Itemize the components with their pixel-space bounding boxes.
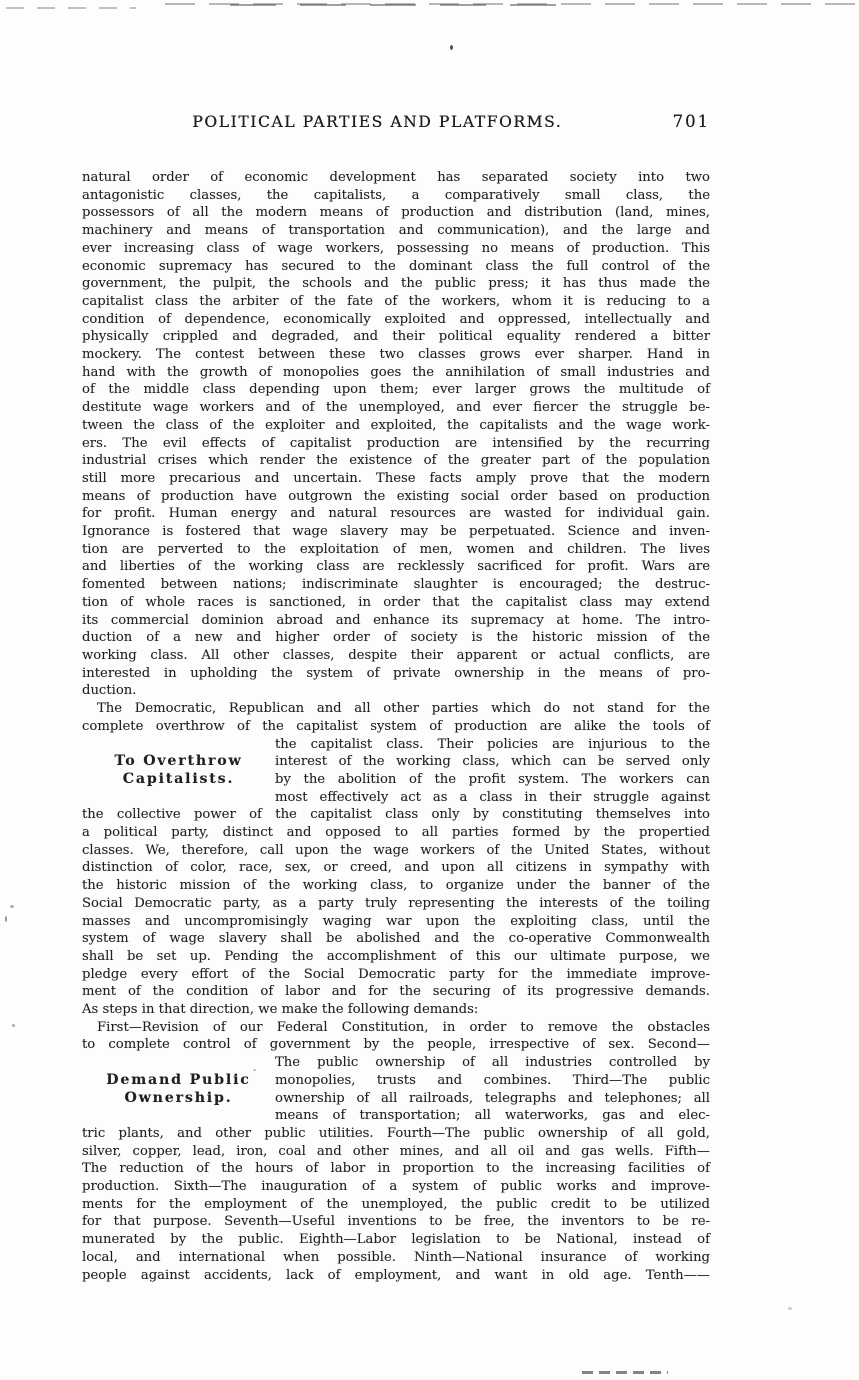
text-line: distinction of color, race, sex, or creed, and upon all citizens in sympathy with <box>82 860 710 876</box>
text-line: ers. The evil effects of capitalist production are intensified by the recurring <box>82 435 710 451</box>
text-line: The reduction of the hours of labor in proportion to the increasing facilities of <box>82 1161 710 1177</box>
text-line: the collective power of the capitalist class only by constituting themselves into <box>82 807 710 823</box>
cutin-section-overthrow <box>82 736 710 807</box>
text-line: pledge every effort of the Social Democratic party for the immediate improve- <box>82 966 710 982</box>
text-line: classes. We, therefore, call upon the wage workers of the United States, without <box>82 842 710 858</box>
text-line: means of transportation; all waterworks, gas and elec- <box>275 1108 710 1124</box>
cutin-heading-demand-public-ownership <box>82 1054 275 1125</box>
text-line: condition of dependence, economically exploited and oppressed, intellectually and <box>82 311 710 327</box>
paragraph-demands-start <box>82 1019 710 1054</box>
text-line: interested in upholding the system of private ownership in the means of pro- <box>82 665 710 681</box>
cutin-heading-line: To Overthrow <box>114 753 243 770</box>
cutin-section-demands <box>82 1054 710 1125</box>
text-line: people against accidents, lack of employment, and want in old age. Tenth—— <box>82 1267 710 1283</box>
paragraph-overthrow-wrapped <box>275 736 710 807</box>
paragraph-continuation <box>82 169 710 700</box>
text-line: machinery and means of transportation and communication), and the large and <box>82 223 710 239</box>
text-line: local, and international when possible. Ninth—National insurance of working <box>82 1249 710 1265</box>
text-line: natural order of economic development has separated society into two <box>82 170 710 185</box>
text-line: economic supremacy has secured to the dominant class the full control of the <box>82 258 710 274</box>
scan-artifact-bottom-dashes <box>582 1371 668 1374</box>
paragraph-overthrow-end <box>82 806 710 1018</box>
text-line: hand with the growth of monopolies goes the annihilation of small industries and <box>82 364 710 380</box>
text-line: government, the pulpit, the schools and the public press; it has thus made the <box>82 276 710 292</box>
text-line: First—Revision of our Federal Constitution, in order to remove the obstacles <box>97 1019 710 1035</box>
text-line: to complete control of government by the people, irrespective of sex. Second— <box>82 1037 710 1053</box>
text-line: possessors of all the modern means of production and distribution (land, mines, <box>82 205 710 221</box>
text-line: duction of a new and higher order of society is the historic mission of the <box>82 630 710 646</box>
body-text-column <box>82 169 710 1284</box>
page-number: 701 <box>672 112 710 131</box>
text-line: destitute wage workers and of the unemployed, and ever fiercer the struggle be- <box>82 400 710 416</box>
text-line: ever increasing class of wage workers, possessing no means of production. This <box>82 240 710 256</box>
page-title: POLITICAL PARTIES AND PLATFORMS. <box>192 113 563 131</box>
scan-artifact-ink-speck <box>5 916 7 922</box>
text-line: a political party, distinct and opposed to all parties formed by the propertied <box>82 825 710 841</box>
text-line: The public ownership of all industries controlled by <box>275 1055 710 1071</box>
text-line: tion of whole races is sanctioned, in order that the capitalist class may extend <box>82 594 710 610</box>
text-line: of the middle class depending upon them; ever larger grows the multitude of <box>82 382 710 398</box>
scan-artifact-ink-speck <box>12 1024 15 1027</box>
scan-artifact-ink-speck <box>10 905 14 908</box>
cutin-heading-line: Demand Public <box>106 1071 251 1088</box>
text-line: antagonistic classes, the capitalists, a comparatively small class, the <box>82 187 710 203</box>
text-line: masses and uncompromisingly waging war upon the exploiting class, until the <box>82 913 710 929</box>
text-line: system of wage slavery shall be abolished and the co-operative Commonwealth <box>82 931 710 947</box>
text-line: complete overthrow of the capitalist system of production are alike the tools of <box>82 718 710 734</box>
text-line: industrial crises which render the existence of the greater part of the population <box>82 453 710 469</box>
text-line: The Democratic, Republican and all other parties which do not stand for the <box>97 701 710 717</box>
text-line: silver, copper, lead, iron, coal and other mines, and all oil and gas wells. Fifth— <box>82 1143 710 1159</box>
text-line: and liberties of the working class are recklessly sacrificed for profit. Wars are <box>82 559 710 575</box>
text-line: Social Democratic party, as a party truly representing the interests of the toiling <box>82 895 710 911</box>
text-line: As steps in that direction, we make the following demands: <box>82 1002 479 1018</box>
text-line: means of production have outgrown the existing social order based on production <box>82 488 710 504</box>
text-line: duction. <box>82 683 137 699</box>
text-line: most effectively act as a class in their struggle against <box>275 789 710 805</box>
text-line: ments for the employment of the unemployed, the public credit to be utilized <box>82 1196 710 1212</box>
text-line: tween the class of the exploiter and exploited, the capitalists and the wage work- <box>82 417 710 433</box>
scan-artifact-top-dashes <box>6 7 136 9</box>
text-line: shall be set up. Pending the accomplishment of this our ultimate purpose, we <box>82 948 710 964</box>
running-head <box>82 112 710 131</box>
scan-artifact-ink-speck <box>788 1307 792 1310</box>
text-line: monopolies, trusts and combines. Third—The public <box>275 1072 710 1088</box>
text-line: capitalist class the arbiter of the fate of the workers, whom it is reducing to a <box>82 293 710 309</box>
cutin-heading-line: Capitalists. <box>122 770 235 787</box>
text-line: ownership of all railroads, telegraphs and telephones; all <box>275 1090 710 1106</box>
text-line: the historic mission of the working class, to organize under the banner of the <box>82 878 710 894</box>
scan-artifact-top-dashes <box>230 4 560 6</box>
cutin-heading-to-overthrow-capitalists <box>82 736 275 807</box>
text-line: fomented between nations; indiscriminate slaughter is encouraged; the destruc- <box>82 577 710 593</box>
text-line: working class. All other classes, despite their apparent or actual conflicts, are <box>82 647 710 663</box>
paragraph-demands-end <box>82 1125 710 1284</box>
text-line: its commercial dominion abroad and enhance its supremacy at home. The intro- <box>82 612 710 628</box>
text-line: by the abolition of the profit system. The workers can <box>275 771 710 787</box>
paragraph-overthrow-start <box>82 700 710 735</box>
text-line: mockery. The contest between these two classes grows ever sharper. Hand in <box>82 347 710 363</box>
text-line: production. Sixth—The inauguration of a system of public works and improve- <box>82 1179 710 1195</box>
text-line: interest of the working class, which can be served only <box>275 754 710 770</box>
cutin-heading-line: Ownership. <box>124 1089 233 1106</box>
scan-artifact-ink-speck <box>450 45 453 50</box>
paragraph-demands-wrapped <box>275 1054 710 1125</box>
text-line: for that purpose. Seventh—Useful inventions to be free, the inventors to be re- <box>82 1214 710 1230</box>
text-line: tion are perverted to the exploitation of men, women and children. The lives <box>82 541 710 557</box>
text-line: still more precarious and uncertain. These facts amply prove that the modern <box>82 470 710 486</box>
text-line: ment of the condition of labor and for the securing of its progressive demands. <box>82 984 710 1000</box>
text-line: tric plants, and other public utilities. Fourth—The public ownership of all gold, <box>82 1125 710 1141</box>
text-line: Ignorance is fostered that wage slavery may be perpetuated. Science and inven- <box>82 524 710 540</box>
text-line: for profit. Human energy and natural resources are wasted for individual gain. <box>82 506 710 522</box>
text-line: the capitalist class. Their policies are injurious to the <box>275 736 710 752</box>
text-line: munerated by the public. Eighth—Labor legislation to be National, instead of <box>82 1232 710 1248</box>
text-line: physically crippled and degraded, and their political equality rendered a bitter <box>82 329 710 345</box>
